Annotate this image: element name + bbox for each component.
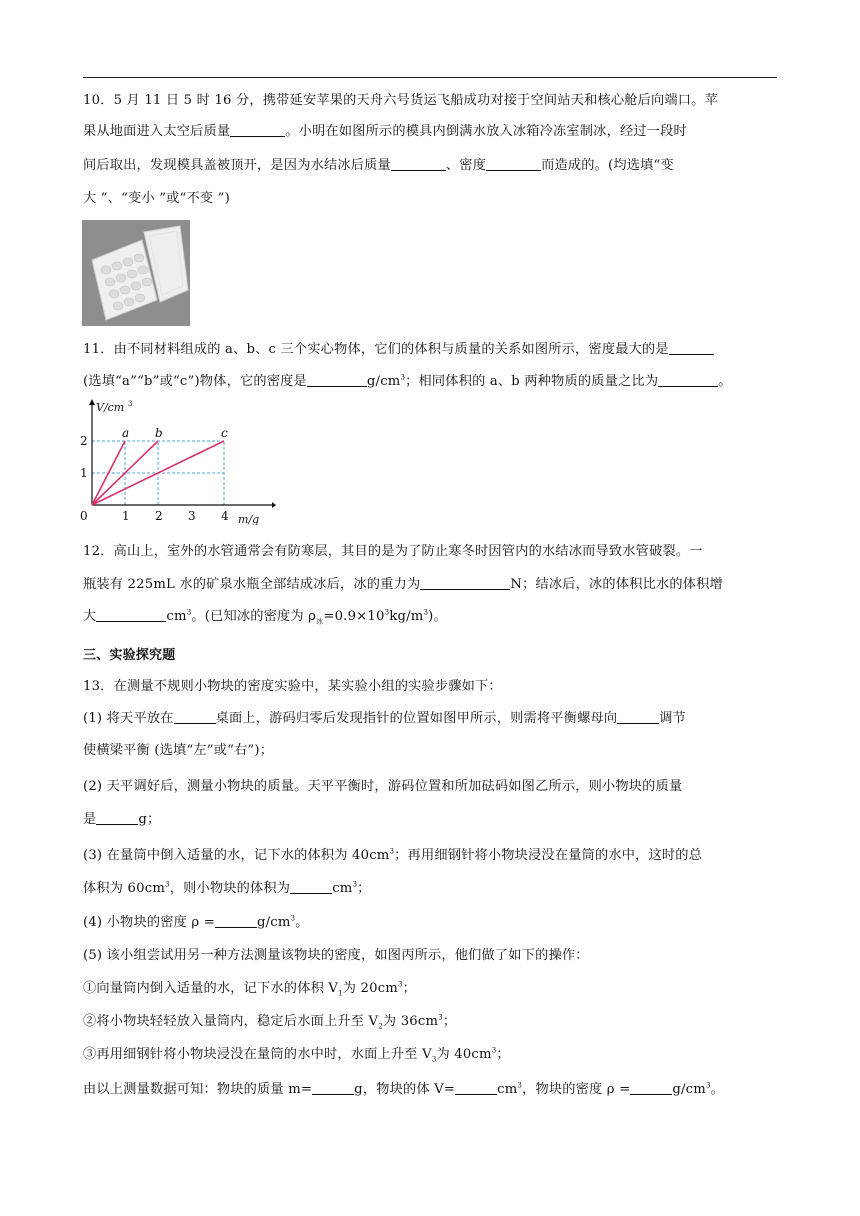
q13-step4: (4) 小物块的密度 $\rho = g/cm^3$。 — [83, 914, 309, 930]
q13-step5: (5) 该小组尝试用另一种方法测量该物块的密度，如图丙所示，他们做了如下的操作： — [83, 948, 589, 963]
q12-blank-2[interactable] — [96, 607, 166, 622]
header-rule — [83, 77, 777, 78]
q13-op1: ①向量筒内倒入适量的水，记下水的体积 $V_1$为 $20cm^3$； — [83, 980, 417, 998]
q13-blank-rho[interactable] — [630, 1080, 672, 1095]
x-tick-1: 1 — [122, 509, 130, 523]
y-axis-label-exponent: 3 — [128, 400, 133, 408]
ice-tray-photo — [82, 220, 190, 326]
origin-label: 0 — [80, 509, 88, 523]
q13-step1-cont: 使横梁平衡 (选填“左”或“右”)； — [83, 743, 274, 758]
q13-step3: (3) 在量筒中倒入适量的水，记下水的体积为 $40cm^3$；再用细钢针将小物块浸没在量筒的水中，这时的总 — [83, 847, 703, 863]
q12-line-1: 12．高山上，室外的水管通常会有防寒层，其目的是为了防止寒冬时因管内的水结冰而导致水管破裂。一 — [83, 544, 703, 559]
y-tick-1: 1 — [80, 466, 88, 480]
series-label-c: c — [221, 426, 228, 440]
q13-intro: 13．在测量不规则小物块的密度实验中，某实验小组的实验步骤如下： — [83, 679, 502, 694]
q13-blank-table[interactable] — [174, 709, 216, 724]
y-tick-2: 2 — [80, 434, 88, 448]
q13-blank-volume[interactable] — [290, 879, 332, 894]
x-tick-4: 4 — [221, 509, 229, 523]
q13-conclusion: 由以上测量数据可知：物块的质量 m= g，物块的体 $V= cm^3$，物块的密度 $\rho = g/cm^3$。 — [83, 1081, 725, 1097]
q12-line-3: 大 $cm^3$。(已知冰的密度为 $\rho_冰=0.9\times 10^3kg/m^3$)。 — [83, 608, 447, 626]
series-label-b: b — [155, 426, 163, 440]
q13-blank-v[interactable] — [455, 1080, 497, 1095]
q13-step3-cont: 体积为 $60cm^3$，则小物块的体积为 $cm^3$； — [83, 880, 371, 896]
q10-line-1: 10．5 月 11 日 5 时 16 分，携带延安苹果的天舟六号货运飞船成功对接于空间站天和核心舱后向端口。苹 — [83, 93, 718, 108]
q10-blank-3[interactable] — [486, 156, 541, 171]
section-title: 三、实验探究题 — [83, 648, 176, 663]
series-line-a — [92, 441, 125, 505]
q11-blank-2[interactable] — [307, 372, 367, 387]
q10-line-2: 果从地面进入太空后质量 。小明在如图所示的模具内倒满水放入冰箱冷冻室制冰，经过一段时 — [83, 124, 687, 139]
q10-blank-2[interactable] — [391, 156, 446, 171]
q13-step2: (2) 天平调好后，测量小物块的质量。天平平衡时，游码位置和所加砝码如图乙所示，则小物块的质量 — [83, 779, 683, 794]
q11-line-2: (选填“a”“b”或“c”)物体，它的密度是 $g/cm^3$；相同体积的 a、b 两种物质的质量之比为 。 — [83, 373, 732, 389]
q13-blank-direction[interactable] — [617, 709, 659, 724]
x-tick-2: 2 — [155, 509, 163, 523]
q10-blank-1[interactable] — [230, 122, 285, 137]
y-axis-label: V/cm — [96, 401, 125, 414]
q12-blank-1[interactable] — [420, 575, 510, 590]
series-label-a: a — [122, 426, 130, 440]
q13-step2-cont: 是 g； — [83, 812, 161, 827]
q10-line-3: 间后取出，发现模具盖被顶开，是因为水结冰后质量 、密度 而造成的。(均选填“变 — [83, 158, 674, 173]
x-axis-arrow — [272, 502, 276, 508]
q11-blank-3[interactable] — [658, 372, 718, 387]
q13-op2: ②将小物块轻轻放入量筒内，稳定后水面上升至 $V_2$为 $36cm^3$； — [83, 1013, 457, 1031]
q13-blank-mass[interactable] — [96, 810, 138, 825]
x-axis-label: m/g — [238, 513, 260, 525]
x-tick-3: 3 — [188, 509, 196, 523]
volume-mass-chart — [76, 397, 276, 525]
q13-blank-m[interactable] — [312, 1080, 354, 1095]
y-axis-arrow — [89, 399, 95, 405]
q12-line-2: 瓶装有 225mL 水的矿泉水瓶全部结成冰后，冰的重力为 N；结冰后，冰的体积比水的体积增 — [83, 577, 723, 592]
q13-blank-density[interactable] — [215, 913, 257, 928]
q13-op3: ③再用细钢针将小物块浸没在量筒的水中时，水面上升至 $V_3$为 $40cm^3$； — [83, 1046, 510, 1064]
q10-line-4: 大 ”、“变小 ”或“不变 ”) — [83, 191, 230, 206]
q13-step1: (1) 将天平放在 桌面上，游码归零后发现指针的位置如图甲所示，则需将平衡螺母向 调节 — [83, 711, 687, 726]
q11-line-1: 11．由不同材料组成的 a、b、c 三个实心物体，它们的体积与质量的关系如图所示，密度最大的是 — [83, 340, 783, 359]
q11-blank-1[interactable] — [669, 340, 714, 355]
